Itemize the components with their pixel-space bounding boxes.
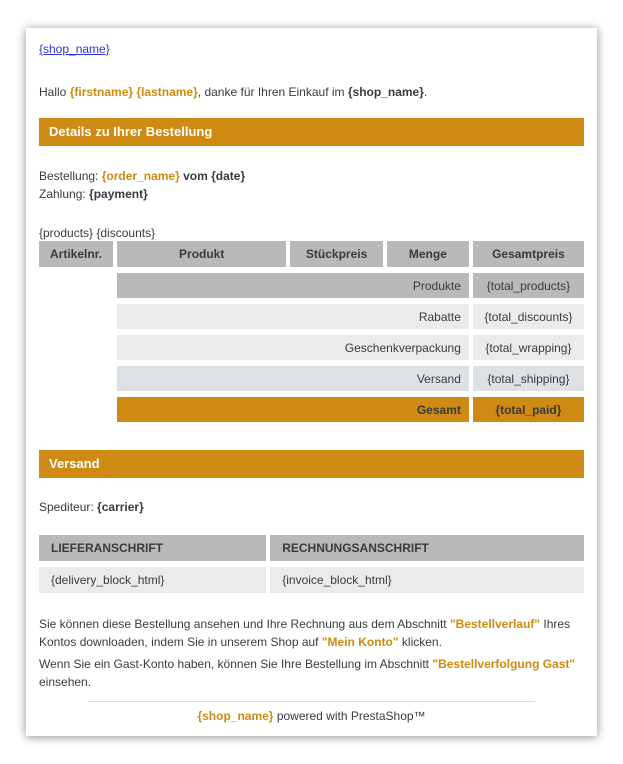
- products-discounts-placeholder: {products} {discounts}: [39, 226, 156, 240]
- spacer-cell: [39, 335, 113, 360]
- greeting-middle: , danke für Ihren Einkauf im: [197, 85, 345, 99]
- note-text: klicken.: [401, 635, 442, 649]
- section-header-order-details: Details zu Ihrer Bestellung: [39, 118, 584, 146]
- column-header-invoice-address: RECHNUNGSANSCHRIFT: [270, 535, 584, 561]
- column-header-unit-price: Stückpreis: [290, 241, 383, 267]
- section-header-shipping: Versand: [39, 450, 584, 478]
- powered-by-text: powered with PrestaShop™: [276, 709, 426, 723]
- address-table-header-row: [39, 535, 584, 561]
- order-summary-table: [35, 235, 588, 428]
- payment-placeholder: {payment}: [89, 187, 148, 201]
- row-label: Geschenkverpackung: [117, 335, 469, 360]
- shopname-placeholder: {shop_name}: [347, 85, 424, 99]
- guest-tracking-term: "Bestellverfolgung Gast": [432, 657, 576, 671]
- email-card: [26, 28, 597, 736]
- order-info-block: [39, 167, 584, 203]
- spacer-cell: [39, 273, 113, 298]
- column-header-delivery-address: LIEFERANSCHRIFT: [39, 535, 266, 561]
- greeting-hello: Hallo: [39, 85, 67, 99]
- carrier-line: [39, 499, 584, 515]
- carrier-label: Spediteur:: [39, 500, 94, 514]
- lastname-placeholder: {lastname}: [136, 85, 198, 99]
- spacer-cell: [39, 304, 113, 329]
- payment-label: Zahlung:: [39, 187, 86, 201]
- row-value: {total_wrapping}: [473, 335, 584, 360]
- note-guest-tracking: [39, 655, 584, 691]
- column-header-article-number: Artikelnr.: [39, 241, 113, 267]
- table-row-grand-total: [39, 397, 584, 422]
- address-table: [35, 529, 588, 599]
- note-text: Sie können diese Bestellung ansehen und Ihre Rechnung aus dem Abschnitt: [39, 617, 447, 631]
- firstname-placeholder: {firstname}: [69, 85, 134, 99]
- order-date-placeholder: vom {date}: [183, 169, 246, 183]
- greeting-text: [39, 84, 584, 100]
- my-account-term: "Mein Konto": [321, 635, 399, 649]
- spacer-cell: [39, 397, 113, 422]
- order-history-term: "Bestellverlauf": [449, 617, 541, 631]
- delivery-address-placeholder: {delivery_block_html}: [39, 567, 266, 593]
- row-label: Produkte: [117, 273, 469, 298]
- footer-shopname-placeholder: {shop_name}: [197, 709, 274, 723]
- invoice-address-placeholder: {invoice_block_html}: [270, 567, 584, 593]
- row-value: {total_shipping}: [473, 366, 584, 391]
- table-row-discounts: [39, 304, 584, 329]
- spacer-cell: [39, 366, 113, 391]
- carrier-placeholder: {carrier}: [97, 500, 144, 514]
- email-footer: [39, 701, 584, 730]
- note-text: Ihres Kontos downloaden, indem Sie in unserem Shop auf: [39, 617, 571, 649]
- row-label: Gesamt: [117, 397, 469, 422]
- order-label: Bestellung:: [39, 169, 99, 183]
- footer-text: [39, 702, 584, 730]
- row-value: {total_products}: [473, 273, 584, 298]
- row-value: {total_discounts}: [473, 304, 584, 329]
- column-header-total-price: Gesamtpreis: [473, 241, 584, 267]
- shop-link[interactable]: {shop_name}: [39, 42, 110, 56]
- row-value: {total_paid}: [473, 397, 584, 422]
- row-label: Versand: [117, 366, 469, 391]
- address-table-data-row: [39, 567, 584, 593]
- table-row-shipping: [39, 366, 584, 391]
- note-order-history: [39, 615, 584, 651]
- greeting-period: .: [423, 85, 428, 99]
- column-header-product: Produkt: [117, 241, 286, 267]
- order-table-header-row: [39, 241, 584, 267]
- note-text: einsehen.: [39, 675, 92, 689]
- table-row-products: [39, 273, 584, 298]
- column-header-quantity: Menge: [387, 241, 469, 267]
- note-text: Wenn Sie ein Gast-Konto haben, können Sie Ihre Bestellung im Abschnitt: [39, 657, 430, 671]
- row-label: Rabatte: [117, 304, 469, 329]
- order-name-placeholder: {order_name}: [101, 169, 180, 183]
- table-row-gift-wrapping: [39, 335, 584, 360]
